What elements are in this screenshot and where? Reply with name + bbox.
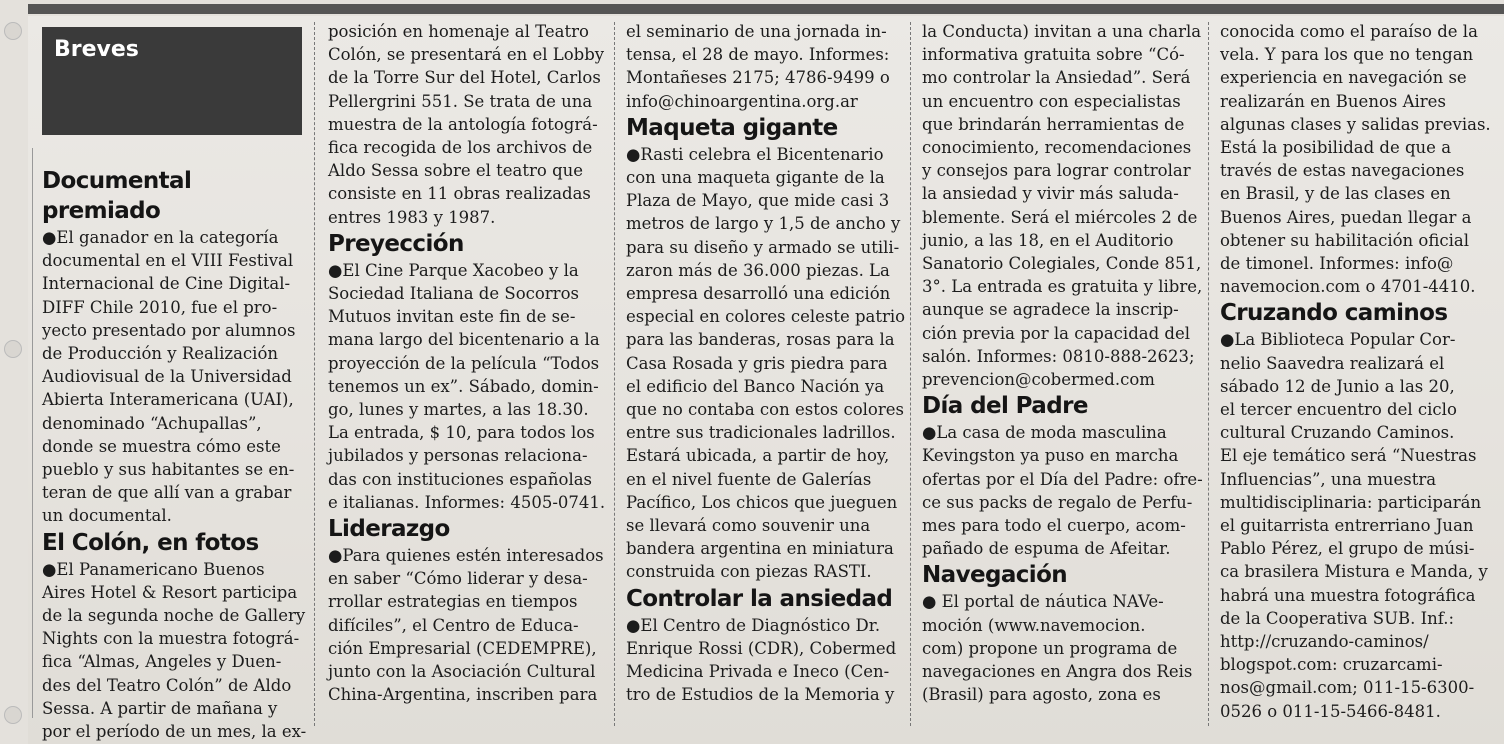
article-text-line: das con instituciones españolas — [328, 469, 593, 489]
article-text-line: proyección de la película “Todos — [328, 353, 600, 373]
article-text-line: ●El Panamericano Buenos — [42, 559, 265, 579]
article-text-line: especial en colores celeste patrio — [626, 307, 906, 327]
column-4 — [922, 20, 1204, 726]
article-text-line: cultural Cruzando Caminos. — [1220, 423, 1455, 443]
section-title: Breves — [54, 37, 139, 62]
article-text-line: ción Empresarial (CEDEMPRE), — [328, 638, 597, 658]
article-text-line: difíciles”, el Centro de Educa- — [328, 615, 579, 635]
article-text-line: el guitarrista entrerriano Juan — [1220, 516, 1474, 536]
article-headline: Navegación — [922, 562, 1068, 589]
article-text-line: de la Cooperativa SUB. Inf.: — [1220, 608, 1455, 628]
article-text-line: info@chinoargentina.org.ar — [626, 91, 858, 111]
article-text-line: Medicina Privada e Ineco (Cen- — [626, 662, 890, 682]
binding-hole — [4, 22, 22, 40]
article-text-line: de la Torre Sur del Hotel, Carlos — [328, 68, 601, 88]
article-text-line: empresa desarrolló una edición — [626, 284, 891, 304]
article-text-line: fica recogida de los archivos de — [328, 138, 593, 158]
article-text-line: multidisciplinaria: participarán — [1220, 492, 1482, 512]
article-text-line: Influencias”, una muestra — [1220, 469, 1437, 489]
article-text-line: donde se muestra cómo este — [42, 436, 281, 456]
article-text-line: el seminario de una jornada in- — [626, 22, 887, 41]
article-text-line: para su diseño y armado se utili- — [626, 237, 900, 257]
article-headline: Documental premiado — [42, 168, 192, 224]
article-text-line: go, lunes y martes, a las 18.30. — [328, 400, 589, 420]
article-text-line: mes para todo el cuerpo, acom- — [922, 516, 1186, 536]
article-text-line: Casa Rosada y gris piedra para — [626, 353, 888, 373]
article-text-line: en saber “Cómo liderar y desa- — [328, 569, 588, 589]
article-text-line: Plaza de Mayo, que mide casi 3 — [626, 191, 890, 211]
article-text-line: Está la posibilidad de que a — [1220, 138, 1452, 158]
article-text-line: posición en homenaje al Teatro — [328, 22, 589, 41]
article-text-line: teran de que allí van a grabar — [42, 483, 292, 503]
article-text-line: http://cruzando-caminos/ — [1220, 632, 1429, 652]
article-text-line: tensa, el 28 de mayo. Informes: — [626, 45, 890, 65]
article-text-line: zaron más de 36.000 piezas. La — [626, 260, 890, 280]
article-headline: Controlar la ansiedad — [626, 585, 893, 612]
article-text-line: salón. Informes: 0810-888-2623; — [922, 346, 1195, 366]
article-text-line: des del Teatro Colón” de Aldo — [42, 675, 292, 695]
article-text-line: moción (www.navemocion. — [922, 615, 1146, 635]
article-text-line: Montañeses 2175; 4786-9499 o — [626, 68, 890, 88]
article-text-line: muestra de la antología fotográ- — [328, 114, 598, 134]
article-text-line: bandera argentina en miniatura — [626, 539, 894, 559]
article-text-line: yecto presentado por alumnos — [42, 320, 296, 340]
article-text-line: ●El Cine Parque Xacobeo y la — [328, 260, 579, 280]
article-text-line: com) propone un programa de — [922, 638, 1178, 658]
article-text-line: junto con la Asociación Cultural — [328, 662, 596, 682]
column-divider — [1208, 22, 1209, 726]
article-text-line: obtener su habilitación oficial — [1220, 230, 1469, 250]
article-text-line: conocida como el paraíso de la — [1220, 22, 1478, 41]
article-text-line: consiste en 11 obras realizadas — [328, 184, 591, 204]
article-text-line: Sessa. A partir de mañana y — [42, 698, 278, 718]
article-text-line: 3°. La entrada es gratuita y libre, — [922, 277, 1203, 297]
article-text-line: que no contaba con estos colores — [626, 400, 904, 420]
article-text-line: DIFF Chile 2010, fue el pro- — [42, 297, 278, 317]
column-divider — [614, 22, 615, 726]
article-text-line: de timonel. Informes: info@ — [1220, 254, 1454, 274]
article-text-line: Colón, se presentará en el Lobby — [328, 45, 605, 65]
column-2 — [328, 20, 610, 726]
article-text-line: través de estas navegaciones — [1220, 161, 1465, 181]
article-text-line: la ansiedad y vivir más saluda- — [922, 184, 1179, 204]
article-text-line: la Conducta) invitan a una charla — [922, 22, 1202, 41]
article-text-line: Mutuos invitan este fin de se- — [328, 307, 576, 327]
article-headline: El Colón, en fotos — [42, 529, 259, 556]
article-text-line: La entrada, $ 10, para todos los — [328, 423, 595, 443]
article-text-line: Aires Hotel & Resort participa — [42, 582, 298, 602]
column-5 — [1220, 20, 1496, 726]
article-text-line: con una maqueta gigante de la — [626, 168, 885, 188]
article-text-line: ●El Centro de Diagnóstico Dr. — [626, 615, 881, 635]
binding-hole — [4, 706, 22, 724]
article-text-line: habrá una muestra fotográfica — [1220, 585, 1476, 605]
article-text-line: aunque se agradece la inscrip- — [922, 300, 1179, 320]
article-text-line: ce sus packs de regalo de Perfu- — [922, 492, 1193, 512]
article-text-line: el edificio del Banco Nación ya — [626, 376, 885, 396]
article-text-line: e italianas. Informes: 4505-0741. — [328, 492, 606, 512]
article-text-line: nelio Saavedra realizará el — [1220, 353, 1445, 373]
article-text-line: Estará ubicada, a partir de hoy, — [626, 446, 890, 466]
article-text-line: ●La Biblioteca Popular Cor- — [1220, 330, 1456, 350]
article-text-line: que brindarán herramientas de — [922, 114, 1185, 134]
article-headline: Liderazgo — [328, 516, 450, 543]
section-header-box — [42, 27, 302, 135]
article-text-line: tro de Estudios de la Memoria y — [626, 685, 895, 705]
article-text-line: China-Argentina, inscriben para — [328, 685, 598, 705]
article-text-line: Pacífico, Los chicos que jueguen — [626, 492, 898, 512]
article-text-line: metros de largo y 1,5 de ancho y — [626, 214, 901, 234]
article-text-line: el tercer encuentro del ciclo — [1220, 400, 1457, 420]
article-text-line: blemente. Será el miércoles 2 de — [922, 207, 1198, 227]
article-text-line: conocimiento, recomendaciones — [922, 138, 1192, 158]
article-text-line: El eje temático será “Nuestras — [1220, 446, 1477, 466]
article-text-line: 0526 o 011-15-5466-8481. — [1220, 701, 1441, 721]
article-text-line: algunas clases y salidas previas. — [1220, 114, 1491, 134]
article-text-line: Sociedad Italiana de Socorros — [328, 284, 579, 304]
article-text-line: ofertas por el Día del Padre: ofre- — [922, 469, 1203, 489]
article-text-line: nos@gmail.com; 011-15-6300- — [1220, 678, 1475, 698]
article-text-line: Abierta Interamericana (UAI), — [42, 390, 294, 410]
column-1 — [42, 166, 308, 742]
article-headline: Cruzando caminos — [1220, 300, 1448, 327]
article-headline: Maqueta gigante — [626, 114, 838, 141]
article-text-line: de Producción y Realización — [42, 344, 279, 364]
article-text-line: Aldo Sessa sobre el teatro que — [328, 161, 584, 181]
article-text-line: documental en el VIII Festival — [42, 251, 294, 271]
article-text-line: de la segunda noche de Gallery — [42, 606, 306, 626]
article-text-line: mo controlar la Ansiedad”. Será — [922, 68, 1191, 88]
article-text-line: navegaciones en Angra dos Reis — [922, 662, 1193, 682]
article-text-line: ción previa por la capacidad del — [922, 323, 1191, 343]
article-text-line: (Brasil) para agosto, zona es — [922, 685, 1161, 705]
article-text-line: denominado “Achupallas”, — [42, 413, 262, 433]
binding-hole — [4, 340, 22, 358]
article-text-line: por el período de un mes, la ex- — [42, 722, 307, 742]
article-text-line: Sanatorio Colegiales, Conde 851, — [922, 254, 1202, 274]
article-text-line: vela. Y para los que no tengan — [1220, 45, 1474, 65]
article-text-line: Audiovisual de la Universidad — [42, 367, 292, 387]
article-text-line: rrollar estrategias en tiempos — [328, 592, 578, 612]
article-text-line: Kevingston ya puso en marcha — [922, 446, 1179, 466]
page-top-border — [28, 4, 1504, 14]
article-text-line: en el nivel fuente de Galerías — [626, 469, 872, 489]
article-text-line: mana largo del bicentenario a la — [328, 330, 600, 350]
article-text-line: un encuentro con especialistas — [922, 91, 1181, 111]
article-text-line: tenemos un ex”. Sábado, domin- — [328, 376, 599, 396]
article-text-line: sábado 12 de Junio a las 20, — [1220, 376, 1455, 396]
article-text-line: fica “Almas, Angeles y Duen- — [42, 652, 282, 672]
column-divider — [314, 22, 315, 726]
article-text-line: Buenos Aires, puedan llegar a — [1220, 207, 1472, 227]
article-text-line: ●Para quienes estén interesados — [328, 546, 604, 566]
article-text-line: construida con piezas RASTI. — [626, 562, 872, 582]
article-headline: Día del Padre — [922, 393, 1088, 420]
article-text-line: Enrique Rossi (CDR), Cobermed — [626, 638, 897, 658]
article-text-line: entres 1983 y 1987. — [328, 207, 496, 227]
article-text-line: un documental. — [42, 506, 172, 526]
article-text-line: realizarán en Buenos Aires — [1220, 91, 1446, 111]
article-text-line: junio, a las 18, en el Auditorio — [922, 230, 1174, 250]
column-3 — [626, 20, 906, 726]
article-text-line: experiencia en navegación se — [1220, 68, 1467, 88]
article-headline: Preyección — [328, 230, 464, 257]
article-text-line: para las banderas, rosas para la — [626, 330, 895, 350]
article-text-line: prevencion@cobermed.com — [922, 370, 1155, 390]
article-text-line: Pablo Pérez, el grupo de músi- — [1220, 539, 1475, 559]
article-text-line: en Brasil, y de las clases en — [1220, 184, 1451, 204]
article-text-line: Pellergrini 551. Se trata de una — [328, 91, 593, 111]
left-column-rule — [32, 148, 33, 718]
article-text-line: ●La casa de moda masculina — [922, 423, 1167, 443]
article-text-line: ● El portal de náutica NAVe- — [922, 592, 1164, 612]
article-text-line: ca brasilera Mistura e Manda, y — [1220, 562, 1488, 582]
article-text-line: pañado de espuma de Afeitar. — [922, 539, 1171, 559]
article-text-line: se llevará como souvenir una — [626, 516, 871, 536]
article-text-line: ●Rasti celebra el Bicentenario — [626, 144, 884, 164]
article-text-line: entre sus tradicionales ladrillos. — [626, 423, 896, 443]
article-text-line: y consejos para lograr controlar — [922, 161, 1191, 181]
article-text-line: pueblo y sus habitantes se en- — [42, 460, 295, 480]
article-text-line: Internacional de Cine Digital- — [42, 274, 291, 294]
column-divider — [910, 22, 911, 726]
article-text-line: navemocion.com o 4701-4410. — [1220, 277, 1476, 297]
article-text-line: jubilados y personas relaciona- — [328, 446, 588, 466]
article-text-line: informativa gratuita sobre “Có- — [922, 45, 1185, 65]
article-text-line: ●El ganador en la categoría — [42, 228, 279, 247]
article-text-line: Nights con la muestra fotográ- — [42, 629, 300, 649]
article-text-line: blogspot.com: cruzarcami- — [1220, 655, 1443, 675]
